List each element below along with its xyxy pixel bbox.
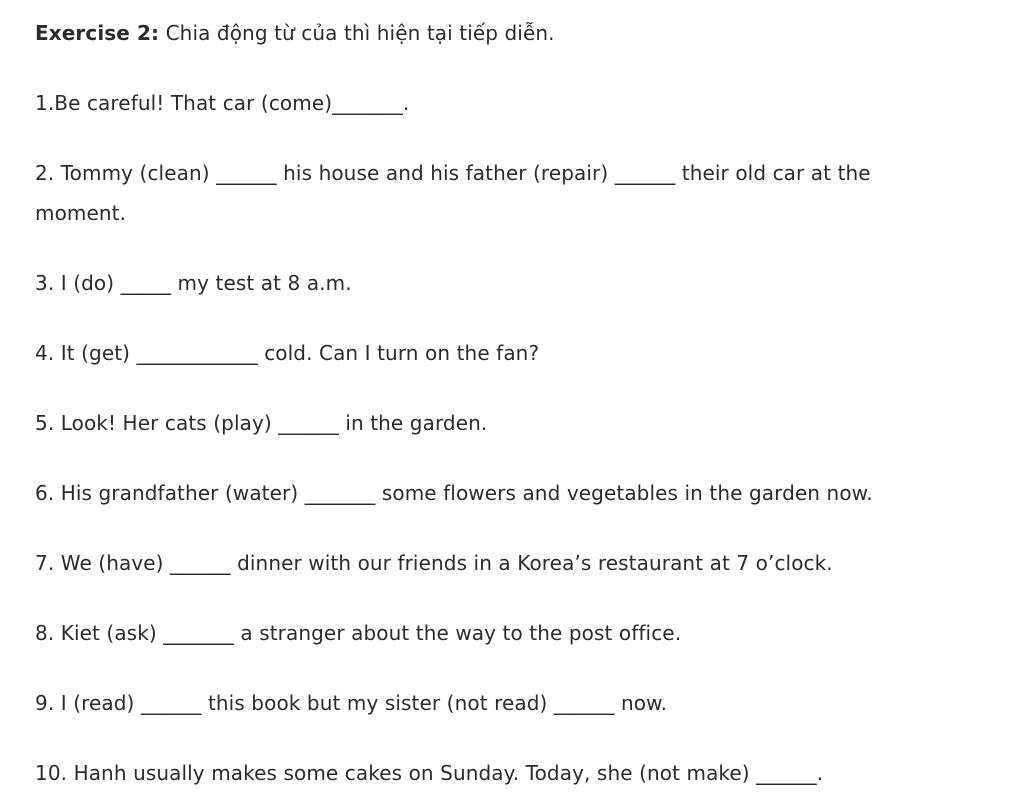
question-8: 8. Kiet (ask) _______ a stranger about the way to the post office. xyxy=(35,621,682,645)
question-7: 7. We (have) ______ dinner with our friends in a Korea’s restaurant at 7 o’clock. xyxy=(35,551,833,575)
question-5: 5. Look! Her cats (play) ______ in the garden. xyxy=(35,411,488,435)
question-4: 4. It (get) ____________ cold. Can I turn on the fan? xyxy=(35,341,540,365)
question-2: 2. Tommy (clean) ______ his house and his father (repair) ______ their old car at the xyxy=(35,161,871,185)
exercise-heading xyxy=(35,21,555,45)
question-2-continued: moment. xyxy=(35,201,127,225)
exercise-instruction: Chia động từ của thì hiện tại tiếp diễn. xyxy=(159,21,555,45)
question-6: 6. His grandfather (water) _______ some flowers and vegetables in the garden now. xyxy=(35,481,873,505)
question-10: 10. Hanh usually makes some cakes on Sunday. Today, she (not make) ______. xyxy=(35,761,824,785)
exercise-label: Exercise 2: xyxy=(35,21,160,45)
question-9: 9. I (read) ______ this book but my sister (not read) ______ now. xyxy=(35,691,668,715)
question-3: 3. I (do) _____ my test at 8 a.m. xyxy=(35,271,352,295)
question-1: 1.Be careful! That car (come)_______. xyxy=(35,91,410,115)
